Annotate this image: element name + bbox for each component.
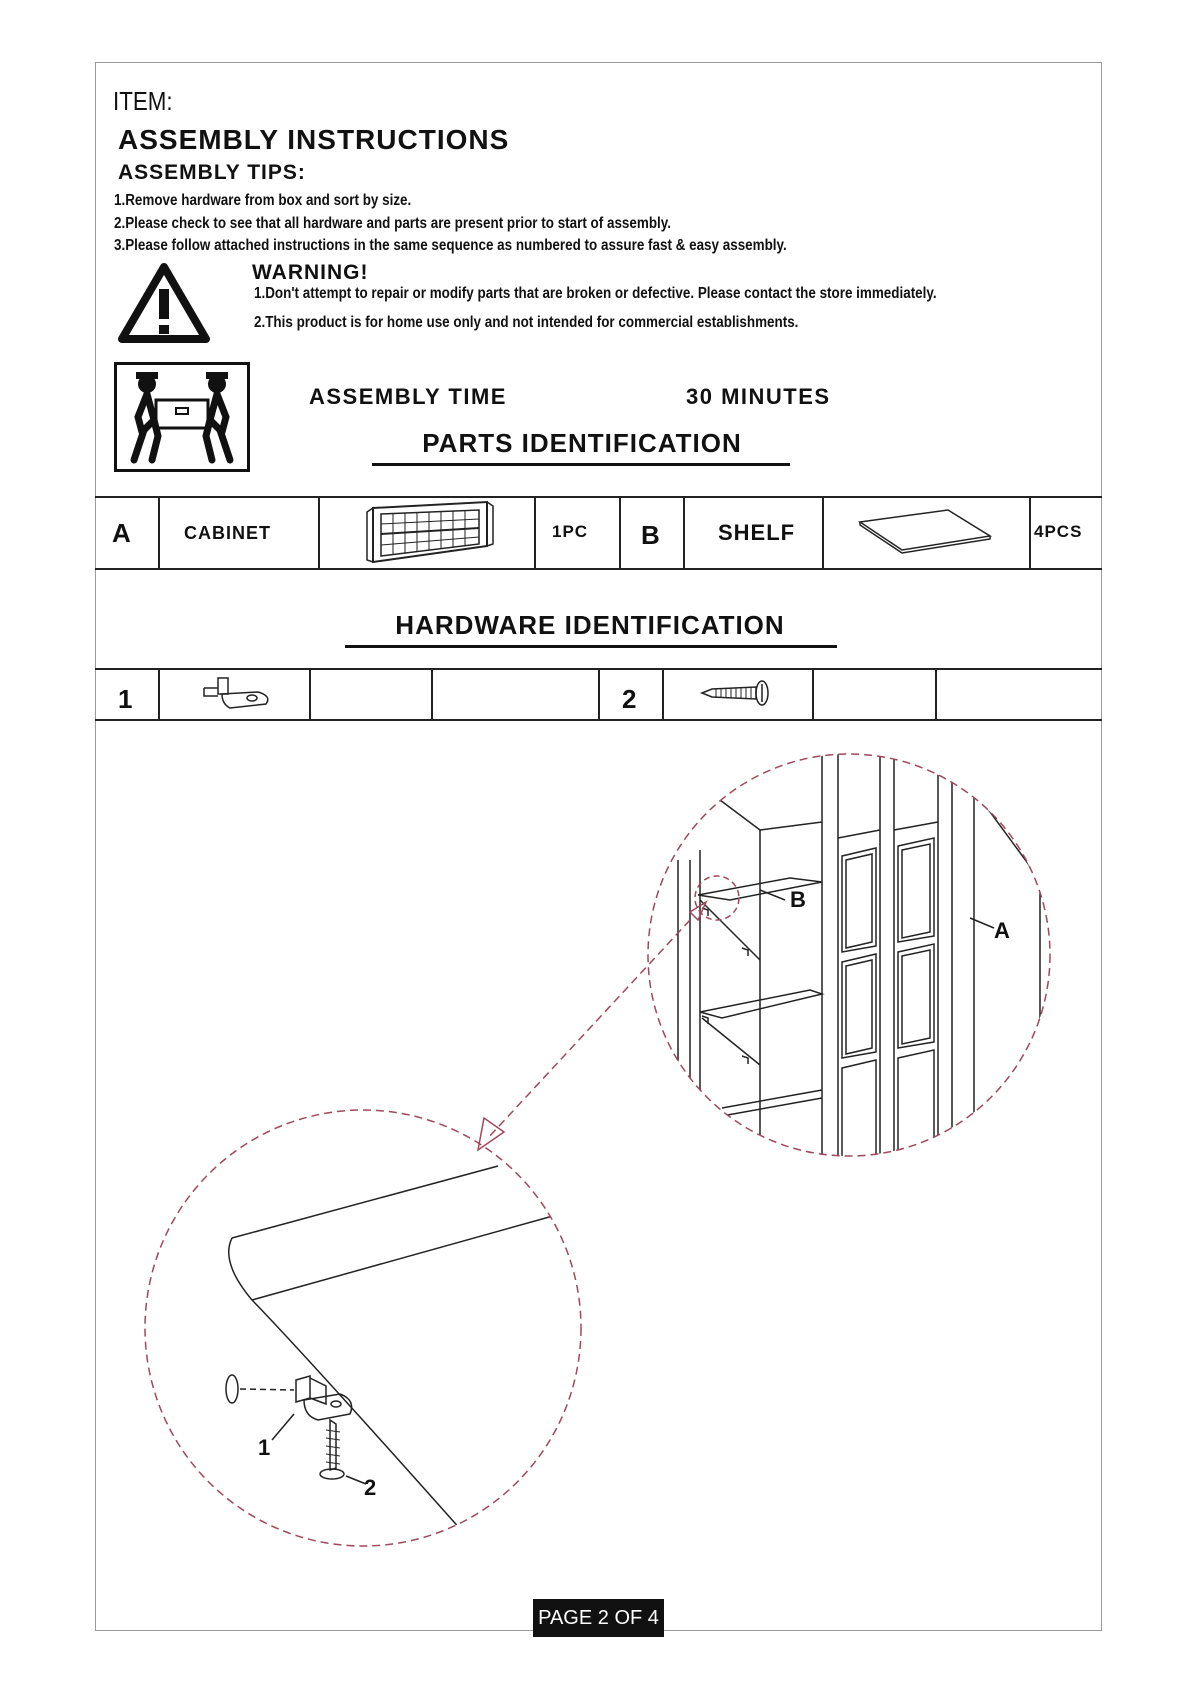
part-b-letter: B [641,520,660,550]
tip-2: 2.Please check to see that all hardware and parts are present prior to start of assembly. [114,215,671,232]
diagram-label-2: 2 [364,1475,377,1500]
part-a-name: CABINET [184,523,271,543]
bottom-zoom-circle [145,1110,581,1546]
page-number: PAGE 2 OF 4 [533,1599,664,1637]
part-a-letter: A [112,518,131,548]
item-label: ITEM: [113,86,173,116]
warning-line-2: 2.This product is for home use only and not intended for commercial establishments. [254,314,799,331]
tips-title: ASSEMBLY TIPS: [118,161,306,184]
assembly-time-label: ASSEMBLY TIME [309,384,507,409]
part-b-qty: 4PCS [1034,522,1083,541]
shelf-closeup [226,1166,560,1540]
parts-title: PARTS IDENTIFICATION [422,428,742,458]
part-b-name: SHELF [718,520,796,545]
page-title: ASSEMBLY INSTRUCTIONS [118,124,510,155]
assembly-time-value: 30 MINUTES [686,384,831,409]
hardware-title: HARDWARE IDENTIFICATION [395,610,785,640]
top-zoom-circle [648,754,1050,1156]
warning-title: WARNING! [252,261,369,284]
diagram-label-b: B [790,887,806,912]
tip-1: 1.Remove hardware from box and sort by size. [114,192,412,209]
cabinet-closeup [678,740,1040,1164]
diagram-label-1: 1 [258,1435,271,1460]
hardware-1-number: 1 [118,684,133,714]
diagram-label-a: A [994,918,1010,943]
warning-line-1: 1.Don't attempt to repair or modify parts that are broken or defective. Please contact the store immediately. [254,285,937,302]
part-a-qty: 1PC [552,522,589,541]
tip-3: 3.Please follow attached instructions in the same sequence as numbered to assure fast & easy assembly. [114,237,787,254]
hardware-2-number: 2 [622,684,637,714]
